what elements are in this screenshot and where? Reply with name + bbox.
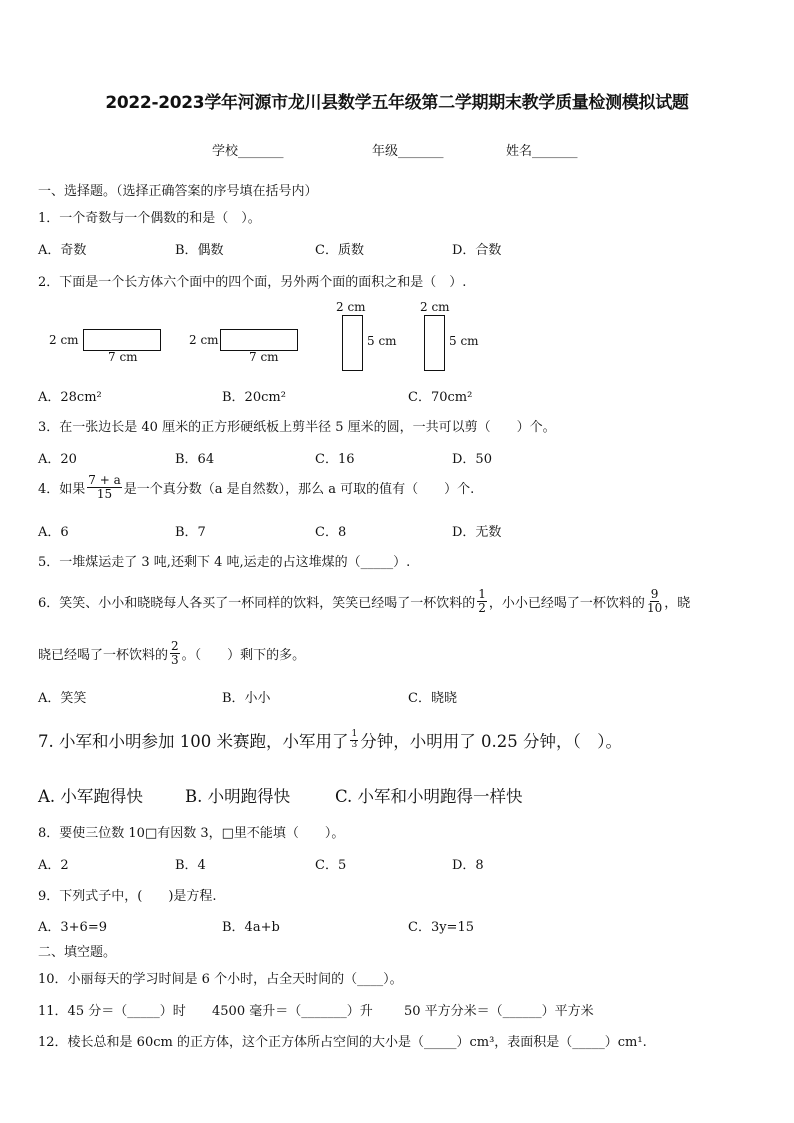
question-6-line-2 bbox=[38, 640, 305, 667]
q6-fraction-3 bbox=[170, 640, 180, 667]
q2-option-c: C．70cm² bbox=[408, 390, 473, 405]
q8-option-b: B．4 bbox=[175, 858, 206, 873]
question-4 bbox=[38, 474, 474, 501]
q4-fraction-numerator: 7 + a bbox=[88, 473, 121, 487]
q7-option-a: A. 小军跑得快 bbox=[38, 787, 143, 806]
q7-fraction-numerator: 1 bbox=[351, 728, 358, 739]
face4-height-label: 5 cm bbox=[449, 334, 479, 348]
q6-fraction-3-numerator: 2 bbox=[171, 639, 179, 653]
grade-field: 年级_______ bbox=[372, 144, 444, 159]
face1-width-label: 7 cm bbox=[108, 350, 138, 364]
face3-width-label: 2 cm bbox=[336, 300, 366, 314]
question-9: 9．下列式子中，( )是方程. bbox=[38, 889, 217, 904]
q4-fraction bbox=[87, 474, 121, 501]
q6-option-a: A．笑笑 bbox=[38, 691, 87, 706]
q8-option-c: C．5 bbox=[315, 858, 347, 873]
question-11-part-1: 11．45 分＝（_____）时 bbox=[38, 1004, 186, 1019]
q6-line2-prefix: 晓已经喝了一杯饮料的 bbox=[38, 648, 169, 664]
q4-option-a: A．6 bbox=[38, 525, 69, 540]
q7-option-c: C. 小军和小明跑得一样快 bbox=[335, 787, 523, 806]
face4-width-label: 2 cm bbox=[420, 300, 450, 314]
q6-fraction-1-numerator: 1 bbox=[478, 587, 486, 601]
q6-suffix: 。（ ）剩下的多。 bbox=[181, 648, 306, 664]
q4-prefix: 4．如果 bbox=[38, 482, 86, 498]
q6-fraction-2-numerator: 9 bbox=[650, 587, 659, 601]
q8-option-a: A．2 bbox=[38, 858, 69, 873]
q6-fraction-3-denominator: 3 bbox=[171, 653, 179, 668]
q7-fraction-denominator: 3 bbox=[351, 739, 358, 750]
face1-rectangle bbox=[83, 329, 161, 351]
q7-suffix: 分钟，小明用了 0.25 分钟，（ ）。 bbox=[360, 732, 622, 751]
question-12: 12．棱长总和是 60cm 的正方体，这个正方体所占空间的大小是（_____）cm³，表面积是（_____）cm¹. bbox=[38, 1035, 647, 1050]
question-10: 10．小丽每天的学习时间是 6 个小时，占全天时间的（____）。 bbox=[38, 972, 403, 987]
q1-option-a: A．奇数 bbox=[38, 243, 87, 258]
q6-line-end: ，晓 bbox=[664, 596, 691, 612]
face4-rectangle bbox=[424, 315, 445, 371]
q6-fraction-2 bbox=[647, 588, 662, 615]
section-heading: 一、选择题。（选择正确答案的序号填在括号内） bbox=[38, 184, 318, 199]
q9-option-b: B．4a+b bbox=[222, 920, 280, 935]
q3-option-c: C．16 bbox=[315, 452, 355, 467]
q4-suffix: 是一个真分数（a 是自然数），那么 a 可取的值有（ ）个. bbox=[123, 482, 475, 498]
q4-fraction-denominator: 15 bbox=[96, 487, 113, 502]
q9-option-a: A．3+6=9 bbox=[38, 920, 107, 935]
q6-middle: ，小小已经喝了一杯饮料的 bbox=[488, 596, 645, 612]
question-8: 8．要使三位数 10□有因数 3，□里不能填（ ）。 bbox=[38, 826, 345, 841]
question-11-part-2: 4500 毫升＝（_______）升 bbox=[212, 1004, 373, 1019]
section-heading-2: 二、填空题。 bbox=[38, 945, 117, 960]
q7-prefix: 7. 小军和小明参加 100 米赛跑，小军用了 bbox=[38, 732, 349, 751]
question-1: 1．一个奇数与一个偶数的和是（ ）。 bbox=[38, 211, 261, 226]
q6-fraction-1-denominator: 2 bbox=[478, 601, 486, 616]
school-field: 学校_______ bbox=[212, 144, 284, 159]
question-2: 2．下面是一个长方体六个面中的四个面，另外两个面的面积之和是（ ）. bbox=[38, 275, 467, 290]
face1-height-label: 2 cm bbox=[49, 333, 79, 347]
name-field: 姓名_______ bbox=[506, 144, 578, 159]
face2-rectangle bbox=[220, 329, 298, 351]
q6-fraction-2-denominator: 10 bbox=[646, 601, 663, 616]
q3-option-d: D．50 bbox=[452, 452, 492, 467]
face2-width-label: 7 cm bbox=[249, 350, 279, 364]
question-11-part-3: 50 平方分米＝（______）平方米 bbox=[404, 1004, 594, 1019]
q4-option-b: B．7 bbox=[175, 525, 206, 540]
question-3: 3．在一张边长是 40 厘米的正方形硬纸板上剪半径 5 厘米的圆，一共可以剪（ ）个。 bbox=[38, 420, 556, 435]
question-5: 5．一堆煤运走了 3 吨,还剩下 4 吨,运走的占这堆煤的（_____）. bbox=[38, 555, 411, 570]
q2-option-b: B．20cm² bbox=[222, 390, 286, 405]
question-7 bbox=[38, 728, 622, 752]
q1-option-d: D．合数 bbox=[452, 243, 502, 258]
q8-option-d: D．8 bbox=[452, 858, 484, 873]
q3-option-a: A．20 bbox=[38, 452, 77, 467]
face3-rectangle bbox=[342, 315, 363, 371]
q1-option-b: B．偶数 bbox=[175, 243, 224, 258]
page-title: 2022-2023学年河源市龙川县数学五年级第二学期期末教学质量检测模拟试题 bbox=[105, 93, 689, 113]
q4-option-d: D．无数 bbox=[452, 525, 502, 540]
q7-fraction bbox=[350, 730, 358, 751]
q7-option-b: B. 小明跑得快 bbox=[185, 787, 291, 806]
q4-option-c: C．8 bbox=[315, 525, 347, 540]
q2-option-a: A．28cm² bbox=[38, 390, 102, 405]
q1-option-c: C．质数 bbox=[315, 243, 364, 258]
face3-height-label: 5 cm bbox=[367, 334, 397, 348]
face2-height-label: 2 cm bbox=[189, 333, 219, 347]
q9-option-c: C．3y=15 bbox=[408, 920, 474, 935]
question-6 bbox=[38, 588, 690, 615]
q3-option-b: B．64 bbox=[175, 452, 215, 467]
q6-option-c: C．晓晓 bbox=[408, 691, 457, 706]
q6-fraction-1 bbox=[477, 588, 487, 615]
q6-prefix: 6．笑笑、小小和晓晓每人各买了一杯同样的饮料，笑笑已经喝了一杯饮料的 bbox=[38, 596, 476, 612]
q6-option-b: B．小小 bbox=[222, 691, 271, 706]
